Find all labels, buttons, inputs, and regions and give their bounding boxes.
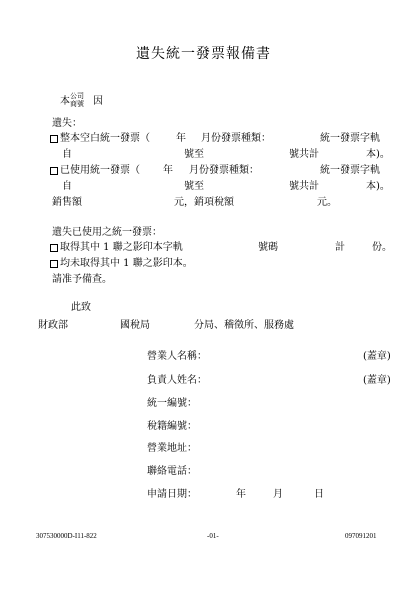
business-name-label: 營業人名稱：: [147, 351, 207, 362]
form-title: 遺失統一發票報備書: [136, 46, 271, 62]
output-tax-label: 元，銷項稅額: [174, 197, 234, 208]
date-year-label: 年: [236, 489, 246, 500]
no-photocopy-checkbox[interactable]: [50, 260, 58, 268]
owner-name-label: 負責人姓名：: [147, 375, 207, 386]
used-line-label: 已使用統一發票（: [60, 165, 140, 176]
ministry-label: 財政部: [38, 320, 68, 331]
owner-name-stamp: (蓋章): [363, 375, 391, 386]
unused-from-label: 自: [62, 149, 72, 160]
used-month-type-label: 月份發票種類：: [189, 165, 259, 176]
form-code: 307530000D-I11-822: [36, 532, 97, 540]
unused-year-label: 年: [176, 133, 186, 144]
request-text: 請准予備查。: [52, 274, 112, 285]
unused-books-label: 本)。: [366, 149, 390, 160]
used-books-label: 本)。: [366, 181, 390, 192]
unused-line-label: 整本空白統一發票（: [60, 133, 150, 144]
used-lost-heading: 遺失已使用之統一發票：: [52, 227, 162, 238]
photocopy-count-label: 計: [335, 242, 345, 253]
sales-amount-label: 銷售額: [52, 197, 82, 208]
used-prefix-label: 統一發票字軌: [320, 165, 380, 176]
company-type-stack: [70, 92, 84, 108]
form-version: 097091201: [345, 532, 377, 540]
output-tax-yuan: 元。: [317, 197, 337, 208]
business-address-label: 營業地址：: [147, 443, 197, 454]
no-photocopy-label: 均未取得其中 1 聯之影印本。: [60, 258, 193, 269]
company-prefix: 本: [60, 96, 70, 107]
unused-book-checkbox[interactable]: [50, 135, 58, 143]
branches-label: 分局、稽徵所、服務處: [194, 320, 294, 331]
photocopy-number-label: 號碼: [258, 242, 278, 253]
bureau-label: 國稅局: [120, 320, 150, 331]
contact-phone-label: 聯絡電話：: [147, 466, 197, 477]
unused-month-type-label: 月份發票種類：: [201, 133, 271, 144]
firm-option: 商號: [70, 100, 84, 108]
business-name-stamp: (蓋章): [363, 351, 391, 362]
date-month-label: 月: [273, 489, 283, 500]
date-day-label: 日: [314, 489, 324, 500]
application-date-label: 申請日期：: [147, 489, 197, 500]
used-year-label: 年: [163, 165, 173, 176]
photocopy-obtained-label: 取得其中 1 聯之影印本字軌: [60, 242, 183, 253]
company-option: 公司: [70, 92, 84, 100]
uniform-number-label: 統一編號：: [147, 398, 197, 409]
tax-registration-label: 稅籍編號：: [147, 421, 197, 432]
unused-total-label: 號共計: [289, 149, 319, 160]
ci-zhi-text: 此致: [71, 302, 91, 313]
used-invoice-checkbox[interactable]: [50, 167, 58, 175]
photocopy-obtained-checkbox[interactable]: [50, 244, 58, 252]
company-suffix: 因: [93, 96, 103, 107]
used-total-label: 號共計: [289, 181, 319, 192]
page-number: -01-: [207, 532, 219, 540]
used-from-label: 自: [62, 181, 72, 192]
lost-label: 遺失：: [52, 118, 82, 129]
photocopy-copies-label: 份。: [372, 242, 392, 253]
unused-prefix-label: 統一發票字軌: [320, 133, 380, 144]
used-to-label: 號至: [184, 181, 204, 192]
unused-to-label: 號至: [184, 149, 204, 160]
